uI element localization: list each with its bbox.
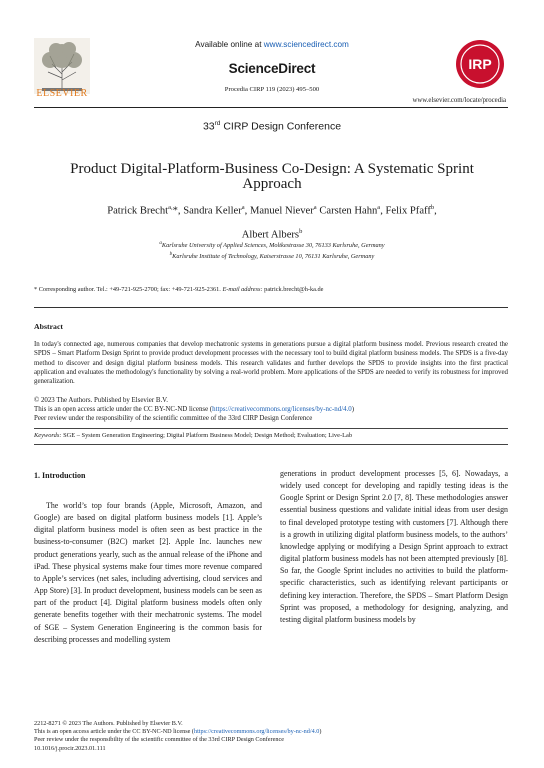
author-2[interactable]: Sandra Keller — [183, 205, 242, 217]
svg-text:IRP: IRP — [468, 56, 492, 72]
author-4[interactable]: Carsten Hahn — [319, 205, 378, 217]
conference-name: 33rd CIRP Design Conference — [202, 120, 342, 133]
elsevier-wordmark: ELSEVIER — [36, 88, 88, 99]
author-list: Patrick Brecht$^{a,}$*, Sandra Keller$^a$, Manuel Niever$^a$ Carsten Hahn$^a$, Felix Pfaff$^b$, Albert Albers$^b$ — [107, 204, 437, 241]
divider — [34, 307, 508, 308]
cirp-logo — [452, 36, 508, 92]
journal-reference: Procedia CIRP 119 (2023) 495–500 — [224, 86, 320, 93]
corresponding-author: * Corresponding author. Tel.: +49-721-925-2700; fax: +49-721-925-2361. E-mail address: patrick.brecht@h-ka.de — [34, 286, 324, 293]
body-column-right: generations in product development processes [5, 6]. Nowadays, a widely used concept for developing and rapidly testing ideas is the Google Sprint or Design Sprint 2.0 [7, 8]. These methodologies answer essential business questions and validate initial ideas from user design to final developed prototype testing with customers [7]. Although there is a growth in utilizing digital platform business models, to the authors’ knowledge applying or modifying a Design Sprint approach to extract digital platform business models has not been attempted previously [8]. So far, the Google Sprint includes no activities to build the platform-specific characteristics, such as identifying relevant participants or defining key interaction. Therefore, the SPDS – Smart Platform Design Sprint was proposed, a methodology for designing, analyzing, and testing digital platform business models by — [280, 469, 508, 624]
journal-homepage-url[interactable]: www.elsevier.com/locate/procedia — [412, 97, 506, 104]
header-divider — [34, 107, 508, 108]
abstract-text: In today's connected age, numerous companies that develop mechatronic systems in generations pursue a digital platform business model. Previous research created the SPDS – Smart Platform Design Sprint to provide product development processes with the necessary tool to build digital platform business models. The SPDS is a five-day method to discover and design digital platform business models. This research validates and further develops the SPDS to provide insights into the first practical application and evaluates the methodology's functionality by solving a real-world problem. More applications of the SPDS are needed to verify its robustness for improved generalization. — [34, 341, 508, 386]
affiliations — [40, 240, 504, 261]
affiliation-b: $^b$Karlsruhe Institute of Technology, Kaiserstrasse 10, 76131 Karlsruhe, Germany — [169, 251, 375, 260]
affiliation-a: $^a$Karlsruhe University of Applied Sciences, Moltkestrasse 30, 76133 Karlsruhe, Germany — [159, 241, 385, 250]
doi[interactable]: 10.1016/j.procir.2023.01.111 — [34, 744, 106, 752]
keywords: Keywords: SGE – System Generation Engineering; Digital Platform Business Model; Design Method; Evaluation; Live-Lab — [34, 432, 353, 439]
sciencedirect-brand: ScienceDirect — [228, 61, 316, 76]
copyright-block: © 2023 The Authors. Published by Elsevier B.V. This is an open access article under the CC BY-NC-ND license (https://creativecommons.org/licenses/by-nc-nd/4.0) Peer review under the responsibility of the scientific committee of the 33rd CIRP Design Conference — [34, 397, 355, 423]
email-link[interactable]: patrick.brecht@h-ka.de — [262, 286, 324, 293]
paper-title: Product Digital-Platform-Business Co-Design: A Systematic Sprint Approach — [70, 161, 474, 192]
divider — [34, 428, 508, 429]
author-5[interactable]: Felix Pfaff — [385, 205, 431, 217]
section-heading: 1. Introduction — [34, 471, 86, 480]
footer-license-link[interactable]: https://creativecommons.org/licenses/by-nc-nd/4.0 — [193, 728, 320, 736]
divider — [34, 444, 508, 445]
sciencedirect-link[interactable]: www.sciencedirect.com — [263, 40, 349, 49]
available-online: Available online at www.sciencedirect.com — [195, 40, 349, 49]
author-6[interactable]: Albert Albers — [241, 229, 300, 241]
license-link[interactable]: https://creativecommons.org/licenses/by-nc-nd/4.0 — [212, 406, 352, 414]
abstract-heading: Abstract — [34, 322, 64, 331]
body-column-left: The world’s top four brands (Apple, Microsoft, Amazon, and Google) are based on digital platform business models [1]. Apple’s digital platform business model is often seen as best practice in the business-to-consumer (B2C) market [2]. Apple Inc. launches new product generations yearly, such as the annual release of the iPhone and iPad. These physical systems make four times more revenue compared to Apple’s services (net sales, including advertising, cloud services and App Store) [3]. In product development, business models can be seen as part of the product [4]. Digital platform business models often only generate benefits together with their mechatronic systems. The model of SGE – System Generation Engineering is the common basis for describing processes and modelling system — [34, 501, 262, 644]
author-3[interactable]: Manuel Niever — [249, 205, 314, 217]
page-footer: 2212-8271 © 2023 The Authors. Published by Elsevier B.V. This is an open access article under the CC BY-NC-ND license (https://creativecommons.org/licenses/by-nc-nd/4.0) Peer review under the responsibility of the scientific committee of the 33rd CIRP Design Conference 10.1016/j.procir.2023.01.111 — [34, 720, 508, 753]
author-1[interactable]: Patrick Brecht — [107, 205, 169, 217]
